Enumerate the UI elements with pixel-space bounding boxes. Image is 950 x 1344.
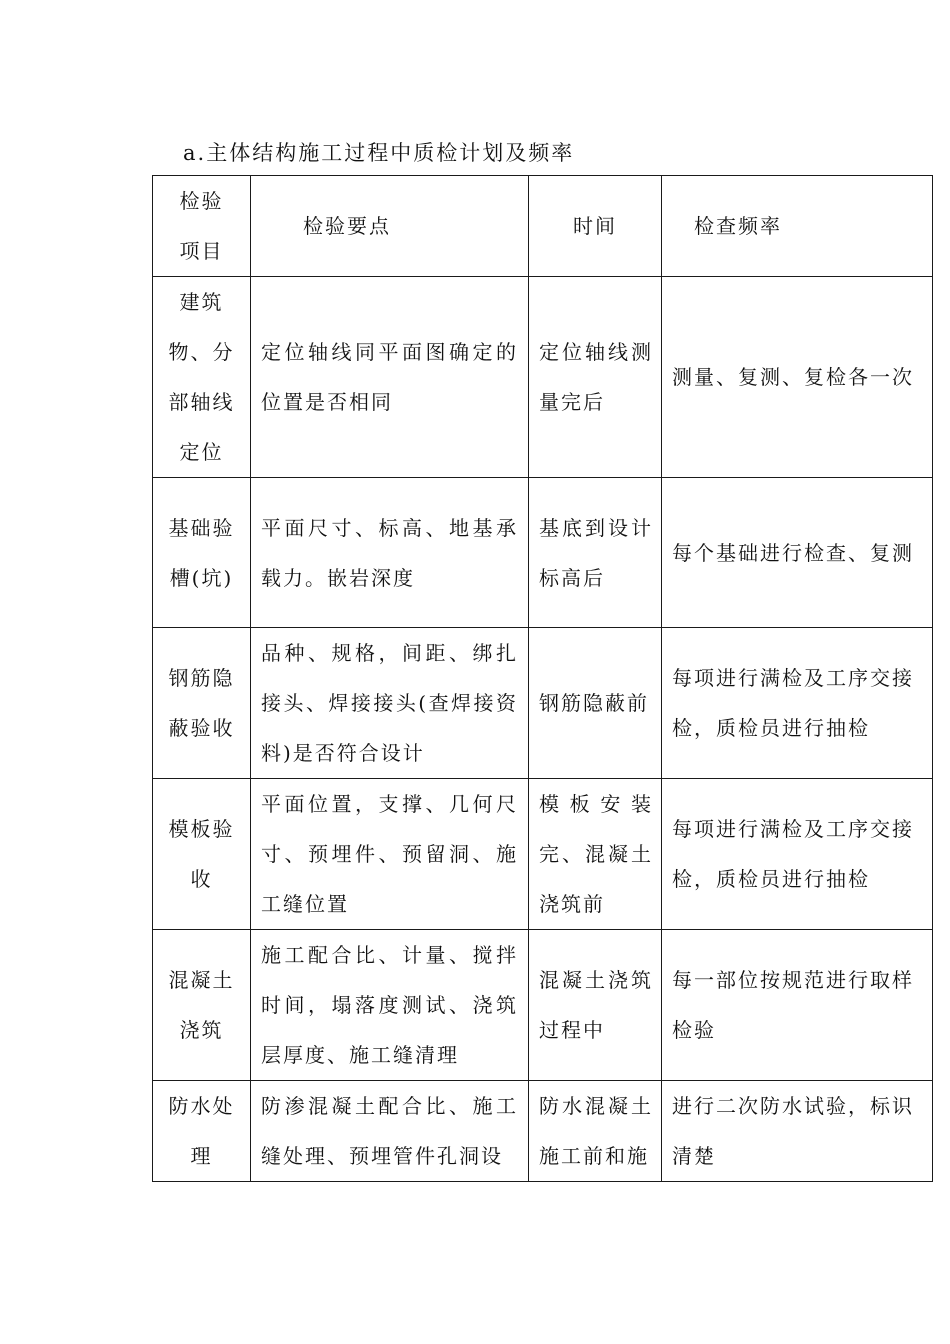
cell-point: 防渗混凝土配合比、施工缝处理、预埋管件孔洞设 (251, 1081, 529, 1182)
cell-frequency: 每项进行满检及工序交接检，质检员进行抽检 (662, 779, 933, 930)
table-row (153, 930, 933, 1081)
table-row (153, 277, 933, 478)
table-row (153, 1081, 933, 1182)
cell-item: 模板验收 (153, 779, 251, 930)
cell-frequency: 每一部位按规范进行取样检验 (662, 930, 933, 1081)
table-row (153, 779, 933, 930)
header-time: 时间 (529, 176, 662, 277)
table-caption: a.主体结构施工过程中质检计划及频率 (183, 141, 575, 165)
header-item: 检验项目 (153, 176, 251, 277)
cell-frequency: 每项进行满检及工序交接检，质检员进行抽检 (662, 628, 933, 779)
cell-point: 平面位置，支撑、几何尺寸、预埋件、预留洞、施工缝位置 (251, 779, 529, 930)
cell-frequency: 每个基础进行检查、复测 (662, 478, 933, 628)
cell-item: 防水处理 (153, 1081, 251, 1182)
table-row (153, 628, 933, 779)
cell-point: 施工配合比、计量、搅拌时间，塌落度测试、浇筑层厚度、施工缝清理 (251, 930, 529, 1081)
cell-frequency: 进行二次防水试验，标识清楚 (662, 1081, 933, 1182)
cell-point: 品种、规格，间距、绑扎接头、焊接接头(查焊接资料)是否符合设计 (251, 628, 529, 779)
cell-time: 定位轴线测量完后 (529, 277, 662, 478)
cell-item: 基础验槽(坑) (153, 478, 251, 628)
cell-time: 防水混凝土施工前和施 (529, 1081, 662, 1182)
cell-point: 定位轴线同平面图确定的位置是否相同 (251, 277, 529, 478)
cell-time: 模板安装完、混凝土浇筑前 (529, 779, 662, 930)
table-row (153, 478, 933, 628)
cell-time: 混凝土浇筑过程中 (529, 930, 662, 1081)
header-point: 检验要点 (251, 176, 529, 277)
cell-item: 混凝土浇筑 (153, 930, 251, 1081)
quality-inspection-table (152, 175, 933, 1182)
cell-time: 基底到设计标高后 (529, 478, 662, 628)
cell-frequency: 测量、复测、复检各一次 (662, 277, 933, 478)
header-frequency: 检查频率 (662, 176, 933, 277)
cell-time: 钢筋隐蔽前 (529, 628, 662, 779)
cell-item: 钢筋隐蔽验收 (153, 628, 251, 779)
cell-item: 建筑物、分部轴线定位 (153, 277, 251, 478)
cell-point: 平面尺寸、标高、地基承载力。嵌岩深度 (251, 478, 529, 628)
table-header-row (153, 176, 933, 277)
